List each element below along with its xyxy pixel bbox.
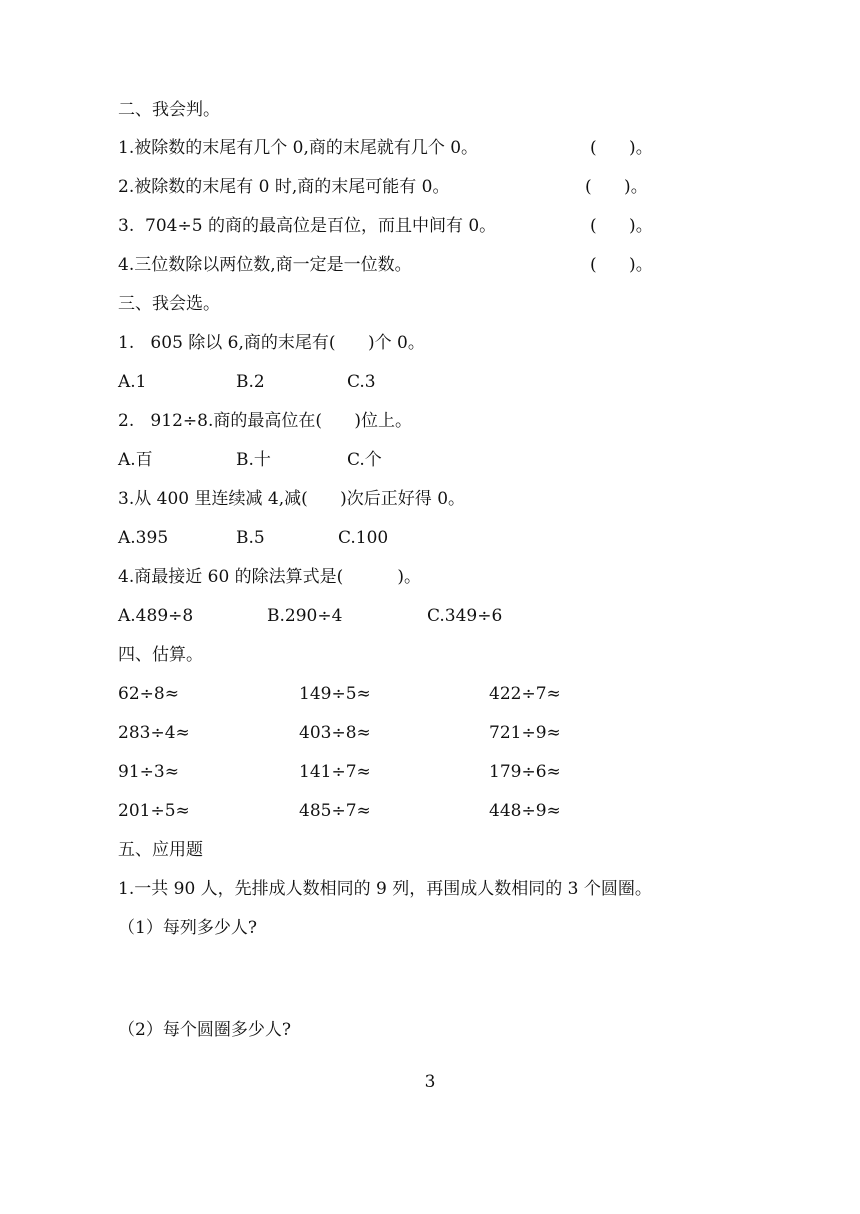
section-2-heading: 二、我会判。 [118,100,220,120]
judge-answer-blank-4[interactable]: ( )。 [590,255,653,275]
estimate-r1-c2: 149÷5≈ [299,684,371,704]
estimate-r3-c1: 91÷3≈ [118,762,179,782]
choice-question-1: 1. 605 除以 6,商的末尾有( )个 0。 [118,333,425,353]
estimate-r2-c3: 721÷9≈ [489,723,561,743]
page-number: 3 [424,1072,436,1092]
estimate-r3-c2: 141÷7≈ [299,762,371,782]
choice-4-option-a[interactable]: A.489÷8 [118,606,194,626]
judge-item-3: 3. 704÷5 的商的最高位是百位，而且中间有 0。 [118,216,497,236]
estimate-r1-c3: 422÷7≈ [489,684,561,704]
word-problem-1: 1.一共 90 人，先排成人数相同的 9 列，再围成人数相同的 3 个圆圈。 [118,879,652,899]
section-3-heading: 三、我会选。 [118,294,220,314]
choice-3-option-c[interactable]: C.100 [338,528,389,548]
judge-answer-blank-1[interactable]: ( )。 [590,138,653,158]
estimate-r2-c2: 403÷8≈ [299,723,371,743]
judge-item-2: 2.被除数的末尾有 0 时,商的末尾可能有 0。 [118,177,450,197]
judge-answer-blank-2[interactable]: ( )。 [585,177,648,197]
choice-3-option-a[interactable]: A.395 [118,528,169,548]
estimate-r4-c2: 485÷7≈ [299,801,371,821]
choice-1-option-b[interactable]: B.2 [236,372,265,392]
judge-item-4: 4.三位数除以两位数,商一定是一位数。 [118,255,412,275]
choice-question-3: 3.从 400 里连续减 4,减( )次后正好得 0。 [118,489,466,509]
estimate-r4-c1: 201÷5≈ [118,801,190,821]
estimate-r4-c3: 448÷9≈ [489,801,561,821]
word-problem-1-part-2: （2）每个圆圈多少人? [118,1020,291,1040]
choice-1-option-a[interactable]: A.1 [118,372,147,392]
section-5-heading: 五、应用题 [118,840,203,860]
choice-question-4: 4.商最接近 60 的除法算式是( )。 [118,567,421,587]
choice-2-option-c[interactable]: C.个 [347,450,382,470]
judge-answer-blank-3[interactable]: ( )。 [590,216,653,236]
choice-1-option-c[interactable]: C.3 [347,372,376,392]
judge-item-1: 1.被除数的末尾有几个 0,商的末尾就有几个 0。 [118,138,479,158]
choice-4-option-c[interactable]: C.349÷6 [427,606,503,626]
estimate-r1-c1: 62÷8≈ [118,684,179,704]
section-4-heading: 四、估算。 [118,645,203,665]
choice-question-2: 2. 912÷8.商的最高位在( )位上。 [118,411,413,431]
word-problem-1-part-1: （1）每列多少人? [118,918,257,938]
choice-2-option-b[interactable]: B.十 [236,450,271,470]
choice-4-option-b[interactable]: B.290÷4 [267,606,343,626]
choice-2-option-a[interactable]: A.百 [118,450,153,470]
choice-3-option-b[interactable]: B.5 [236,528,265,548]
estimate-r2-c1: 283÷4≈ [118,723,190,743]
estimate-r3-c3: 179÷6≈ [489,762,561,782]
